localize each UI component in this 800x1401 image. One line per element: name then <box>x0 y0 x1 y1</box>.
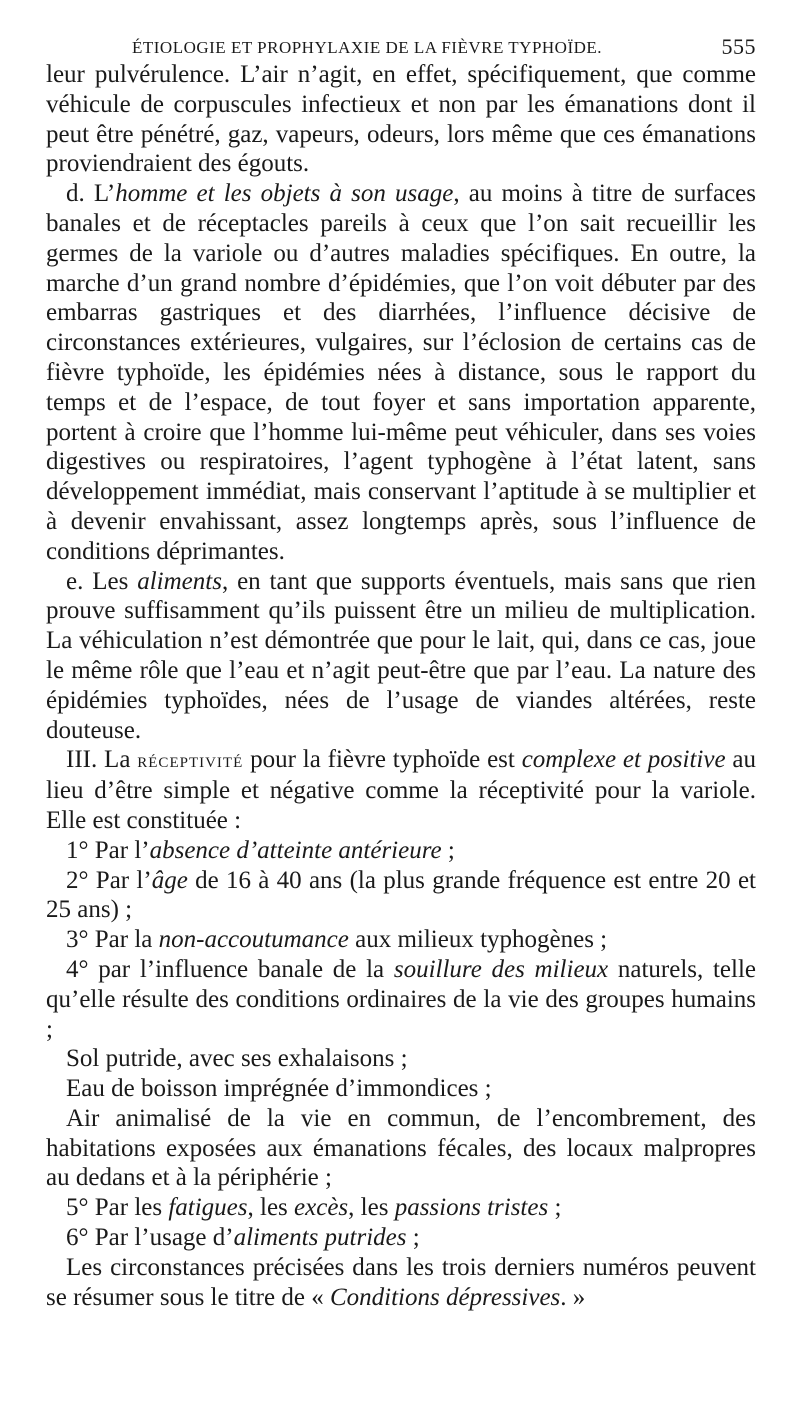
text-run: III. La <box>66 746 138 774</box>
text-run: e. Les <box>66 567 138 595</box>
italic-text: passions tristes <box>394 1194 549 1222</box>
italic-text: âge <box>151 866 188 894</box>
italic-text: Conditions dépressives <box>329 1283 561 1311</box>
text-run: 3° Par la <box>66 926 159 954</box>
small-caps-text: réceptivité <box>137 748 244 773</box>
text-run: d. L’ <box>66 180 116 208</box>
text-run: , au moins à titre de surfaces banales et de réceptacles pareils à ceux que l’on sait recueillir les germes de la variole ou d’autres maladies spécifiques. En outre, la marche d’un grand nombre d’épidémies, que l’on voit débuter par des embarras gastriques et des diarrhées, l’influence décisive de circonstances extérieures, vulgaires, sur l’éclosion de certains cas de fièvre typhoïde, les épidémies nées à distance, sous le rapport du temps et de l’espace, de tout foyer et sans importation apparente, portent à croire que l’homme lui-même peut véhiculer, dans ses voies digestives ou respiratoires, l’agent typhogène à l’état latent, sans développement immédiat, mais conservant l’aptitude à se multiplier et à devenir envahissant, assez longtemps après, sous l’influence de conditions déprimantes. <box>46 180 756 565</box>
paragraph-p11 <box>46 1193 756 1223</box>
paragraph-p2 <box>46 567 756 746</box>
text-run: leur pulvérulence. L’air n’agit, en effet, spécifiquement, que comme véhicule de corpuscules infectieux et non par les émanations dont il peut être pénétré, gaz, vapeurs, odeurs, lors même que ces émanations proviendraient des égouts. <box>46 61 756 178</box>
page-number: 555 <box>721 34 756 59</box>
text-run: 4° par l’influence banale de la <box>66 955 394 983</box>
italic-text: souillure des milieux <box>393 955 609 983</box>
text-run: , les <box>247 1194 295 1222</box>
text-run: ; <box>548 1194 562 1222</box>
paragraph-p6 <box>46 925 756 955</box>
italic-text: non-accoutumance <box>158 926 349 954</box>
italic-text: complexe et positive <box>521 746 726 774</box>
paragraph-p3 <box>46 745 756 835</box>
paragraph-p7 <box>46 955 756 1044</box>
body-text <box>46 60 756 1312</box>
running-title: ÉTIOLOGIE ET PROPHYLAXIE DE LA FIÈVRE TYPHOÏDE. <box>132 38 603 57</box>
text-run: de 16 à 40 ans (la plus grande fréquence est entre 20 et 25 ans) ; <box>46 866 757 924</box>
italic-text: homme et les objets à son usage <box>115 180 454 208</box>
italic-text: absence d’atteinte antérieure <box>149 836 442 864</box>
paragraph-p9 <box>46 1074 756 1104</box>
text-run: naturels, telle qu’elle résulte des conditions ordinaires de la vie des groupes humains ; <box>46 955 756 1043</box>
italic-text: aliments putrides <box>233 1224 407 1252</box>
text-run: Eau de boisson imprégnée d’immondices ; <box>66 1075 492 1103</box>
text-run: aux milieux typhogènes ; <box>348 926 608 954</box>
text-run: 2° Par l’ <box>66 866 152 894</box>
text-run: 6° Par l’usage d’ <box>66 1224 234 1252</box>
text-run: pour la fièvre typhoïde est <box>243 746 522 774</box>
text-run: , en tant que supports éventuels, mais sans que rien prouve suffisamment qu’ils puissent être un milieu de multiplication. La véhiculation n’est démontrée que pour le lait, qui, dans ce cas, joue le même rôle que l’eau et n’agit peut-être que par l’eau. La nature des épidémies typhoïdes, nées de l’usage de viandes altérées, reste douteuse. <box>46 567 756 744</box>
italic-text: fatigues <box>168 1194 248 1222</box>
paragraph-p8 <box>46 1044 756 1074</box>
text-run: Air animalisé de la vie en commun, de l’encombrement, des habitations exposées aux émanations fécales, des locaux malpropres au dedans et à la périphérie ; <box>46 1104 756 1192</box>
text-run: au lieu d’être simple et négative comme la réceptivité pour la variole. Elle est constituée : <box>46 746 756 834</box>
text-run: Les circonstances précisées dans les trois derniers numéros peuvent se résumer sous le titre de « <box>46 1253 756 1311</box>
text-run: , les <box>348 1194 395 1222</box>
running-head <box>46 30 756 60</box>
paragraph-p0 <box>46 60 756 179</box>
book-page <box>46 30 756 1312</box>
paragraph-p1 <box>46 179 756 566</box>
text-run: ; <box>441 836 455 864</box>
text-run: Sol putride, avec ses exhalaisons ; <box>66 1045 408 1073</box>
italic-text: excès <box>294 1194 349 1222</box>
italic-text: aliments <box>137 567 222 595</box>
text-run: 1° Par l’ <box>66 836 150 864</box>
paragraph-p4 <box>46 836 756 866</box>
text-run: ; <box>406 1224 420 1252</box>
text-run: 5° Par les <box>66 1194 169 1222</box>
paragraph-p10 <box>46 1104 756 1193</box>
paragraph-p12 <box>46 1223 756 1253</box>
paragraph-p13 <box>46 1253 756 1313</box>
paragraph-p5 <box>46 866 756 926</box>
text-run: . » <box>560 1283 586 1311</box>
